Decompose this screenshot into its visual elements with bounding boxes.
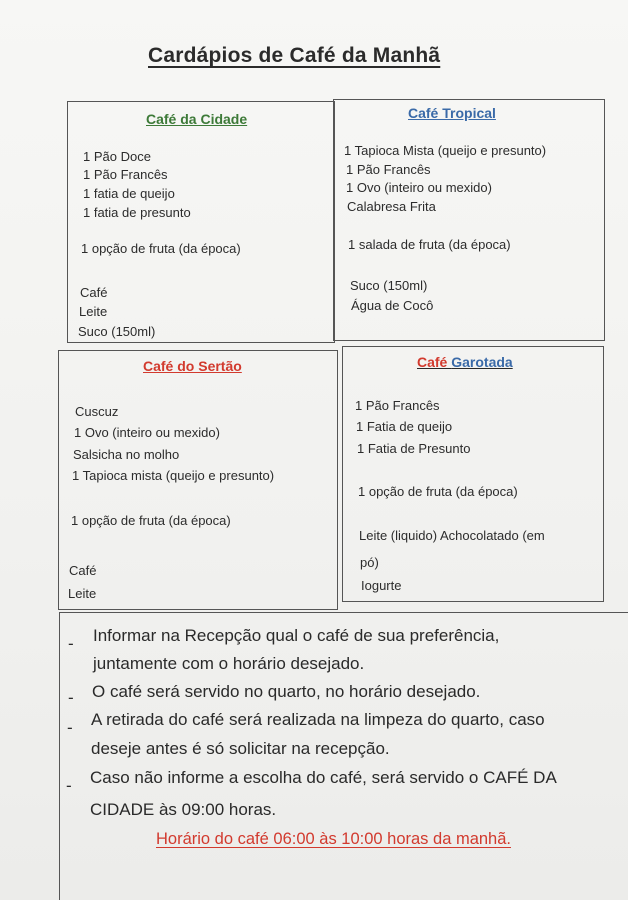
menu-item: 1 salada de fruta (da época) xyxy=(348,237,511,252)
menu-box-garotada xyxy=(342,346,604,602)
menu-item: 1 fatia de presunto xyxy=(83,205,191,220)
note-line: Caso não informe a escolha do café, será servido o CAFÉ DA xyxy=(90,768,557,787)
menu-item: 1 Tapioca mista (queijo e presunto) xyxy=(72,468,275,483)
menu-item: Iogurte xyxy=(361,578,402,593)
menu-item: 1 Fatia de Presunto xyxy=(357,441,471,456)
menu-item: Salsicha no molho xyxy=(73,447,180,462)
note-line: deseje antes é só solicitar na recepção. xyxy=(91,739,390,758)
menu-item: 1 opção de fruta (da época) xyxy=(358,484,518,499)
bullet-dash: - xyxy=(66,776,72,795)
menu-item: Leite (liquido) Achocolatado (em xyxy=(359,528,545,543)
note-line: juntamente com o horário desejado. xyxy=(93,654,365,673)
menu-heading-garotada-part1: Café xyxy=(417,354,452,370)
menu-item: Suco (150ml) xyxy=(78,324,156,339)
page-title: Cardápios de Café da Manhã xyxy=(148,44,441,67)
menu-item: 1 Pão Francês xyxy=(346,162,431,177)
menu-item: 1 Ovo (inteiro ou mexido) xyxy=(74,425,220,440)
menu-heading-sertao: Café do Sertão xyxy=(143,358,242,374)
menu-heading-garotada xyxy=(417,354,513,370)
menu-item: 1 Fatia de queijo xyxy=(356,419,453,434)
menu-item: pó) xyxy=(360,555,379,570)
bullet-dash: - xyxy=(68,634,74,653)
menu-item: Leite xyxy=(68,586,97,601)
menu-item: Água de Cocô xyxy=(351,298,434,313)
bullet-dash: - xyxy=(68,688,74,707)
menu-heading-garotada-part2: Garotada xyxy=(451,354,513,370)
menu-heading-tropical: Café Tropical xyxy=(408,105,496,121)
menu-item: 1 fatia de queijo xyxy=(83,186,175,201)
menu-item: 1 Tapioca Mista (queijo e presunto) xyxy=(344,143,547,158)
menu-item: 1 Pão Francês xyxy=(83,167,168,182)
menu-item: 1 Ovo (inteiro ou mexido) xyxy=(346,180,492,195)
note-line: A retirada do café será realizada na limpeza do quarto, caso xyxy=(91,710,545,729)
menu-item: 1 Pão Francês xyxy=(355,398,440,413)
menu-item: Café xyxy=(80,285,108,300)
menu-item: 1 Pão Doce xyxy=(83,149,151,164)
menu-item: Café xyxy=(69,563,97,578)
menu-item: 1 opção de fruta (da época) xyxy=(81,241,241,256)
note-line: CIDADE às 09:00 horas. xyxy=(90,800,277,819)
note-line: Informar na Recepção qual o café de sua preferência, xyxy=(93,626,500,645)
menu-item: Cuscuz xyxy=(75,404,119,419)
menu-heading-cidade: Café da Cidade xyxy=(146,111,248,127)
menu-item: 1 opção de fruta (da época) xyxy=(71,513,231,528)
note-line: O café será servido no quarto, no horário desejado. xyxy=(92,682,481,701)
breakfast-hours: Horário do café 06:00 às 10:00 horas da manhã. xyxy=(156,830,511,848)
menu-item: Suco (150ml) xyxy=(350,278,428,293)
bullet-dash: - xyxy=(67,718,73,737)
menu-item: Leite xyxy=(79,304,108,319)
menu-item: Calabresa Frita xyxy=(347,199,436,214)
